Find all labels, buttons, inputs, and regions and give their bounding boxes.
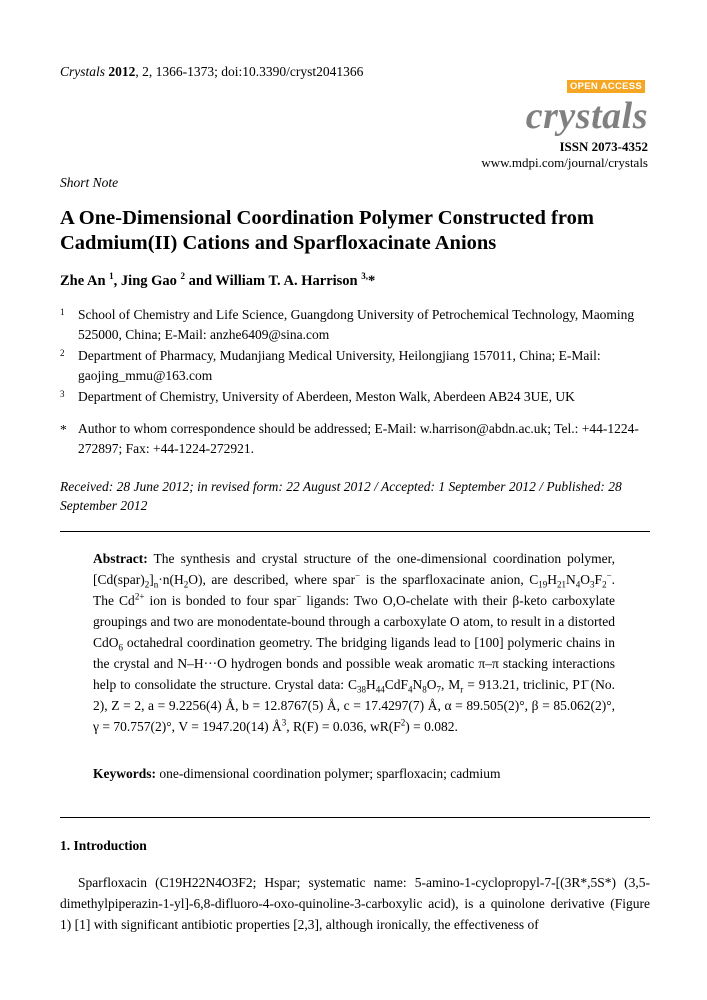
divider <box>60 531 650 532</box>
abstract-text: ligands: Two O,O-chelate with their β-keto carboxylate groupings and two are monodentate-bound through a carboxylate O atom, to result in a distorted CdO <box>93 593 615 650</box>
author-separator: and <box>185 273 216 289</box>
abstract-sup: 3 <box>281 717 287 728</box>
abstract-text: O), are described, where spar <box>188 572 356 587</box>
affiliation-text: Department of Pharmacy, Mudanjiang Medical University, Heilongjiang 157011, China; E-Mail: gaojing_mmu@163.com <box>78 348 601 383</box>
divider <box>60 817 650 818</box>
article-type: Short Note <box>60 175 119 190</box>
affiliation-text: Department of Chemistry, University of Aberdeen, Meston Walk, Aberdeen AB24 3UE, UK <box>78 389 575 404</box>
abstract-text: = 913.21, triclinic, P1̄ (No. 2), Z = 2, a = 9.2256(4) Å, b = 12.8767(5) Å, c = 17.4297(7) Å, α = 89.505(2)°, β = 85.062(2)°, γ = 70.757(2)°, V = 1947.20(14) Å <box>93 677 615 734</box>
journal-url[interactable]: www.mdpi.com/journal/crystals <box>481 155 648 170</box>
abstract-text: ) = 0.082. <box>405 719 458 734</box>
abstract-sup: − <box>355 570 361 581</box>
author-name: William T. A. Harrison <box>215 273 358 289</box>
author-separator: , <box>113 273 121 289</box>
abstract-sup: 2 <box>400 717 406 728</box>
abstract-sub: 2 <box>144 579 150 590</box>
correspondence-note <box>60 419 660 459</box>
abstract-sub: 6 <box>118 642 124 653</box>
affiliation <box>60 346 660 386</box>
keywords-text: one-dimensional coordination polymer; sparfloxacin; cadmium <box>156 766 501 781</box>
intro-paragraph <box>60 872 650 935</box>
citation-year: 2012 <box>108 64 136 79</box>
author-affiliation-ref: 2 <box>180 271 186 282</box>
citation-journal: Crystals <box>60 64 106 79</box>
abstract-text: The synthesis and crystal structure of the one-dimensional coordination polymer, [Cd(spar) <box>93 551 615 587</box>
abstract-text: . The Cd <box>93 572 616 608</box>
keywords-label: Keywords: <box>93 766 156 781</box>
section-heading: 1. Introduction <box>60 838 147 853</box>
correspondence-text: Author to whom correspondence should be addressed; E-Mail: w.harrison@abdn.ac.uk; Tel.: +44-1224-272897; Fax: +44-1224-272921. <box>78 421 639 456</box>
intro-text: Sparfloxacin (C19H22N4O3F2; Hspar; systematic name: 5-amino-1-cyclopropyl-7-[(3R*,5S*) (3,5-dimethylpiperazin-1-yl]-6,8-difluoro-4-oxo-quinoline-3-carboxylic acid), is a quinolone derivative (Figure 1) [1] with significant antibiotic properties [2,3], although ironically, the effectiveness of <box>60 875 650 932</box>
abstract-sup: − <box>296 591 302 602</box>
affiliation-number: 3 <box>60 389 65 399</box>
publication-dates: Received: 28 June 2012; in revised form: 22 August 2012 / Accepted: 1 September 2012 / Published: 28 September 2012 <box>60 479 622 513</box>
journal-logo: crystals <box>525 95 648 137</box>
abstract-sup: 2+ <box>134 591 145 602</box>
affiliation-number: 2 <box>60 348 65 358</box>
abstract-text: octahedral coordination geometry. The bridging ligands lead to [100] polymeric chains in the crystal and N–H···O hydrogen bonds and possible weak aromatic π–π stacking interactions help to consolidate the structure. Crystal data: C <box>93 635 615 692</box>
corresponding-star: * <box>368 273 376 289</box>
affiliation <box>60 305 660 345</box>
author-affiliation-ref: 3, <box>361 271 368 282</box>
abstract-sub: r <box>460 684 464 695</box>
abstract: Abstract: The synthesis and crystal structure of the one-dimensional coordination polymer, $[Cd(spar)_2]_n\cdot n(H_2O)$, are described, where spar− is the sparfloxacinate anion, $C_{19}H_{21}N_4O_3F_2^-$. The $Cd^{2+}$ ion is bonded to four spar− ligands: Two O,O-chelate with their β-keto carboxylate groupings and two are monodentate-bound through a carboxylate O atom, to result in a distorted CdO$_6$ octahedral coordination geometry. The bridging ligands lead to [100] polymeric chains in the crystal and N–H···O hydrogen bonds and possible weak aromatic π–π stacking interactions help to consolidate the structure. Crystal data: $C_{38}H_{44}CdF_4N_8O_7$, $M_r = 913.21$, triclinic, P1̄ (No. 2), Z = 2, a = 9.2256(4) Å, b = 12.8767(5) Å, c = 17.4297(7) Å, α = 89.505(2)°, β = 85.062(2)°, γ = 70.757(2)°, V = 1947.20(14) $Å^3$, R(F) = 0.036, $wR(F^2) = 0.082$. <box>93 551 616 734</box>
abstract-label: Abstract: <box>93 551 148 566</box>
abstract-text: ion is bonded to four spar <box>144 593 297 608</box>
abstract-sup: − <box>606 570 612 581</box>
abstract-sub: 2 <box>183 579 189 590</box>
affiliation-number: 1 <box>60 307 65 317</box>
abstract-text: , M <box>441 677 461 692</box>
keywords <box>93 766 615 782</box>
citation-line <box>60 64 363 80</box>
author-list <box>60 273 375 290</box>
article-title: A One-Dimensional Coordination Polymer Constructed from Cadmium(II) Cations and Sparfloxacinate Anions <box>60 207 594 254</box>
abstract-text: , R(F) = 0.036, wR(F <box>286 719 401 734</box>
affiliation-text: School of Chemistry and Life Science, Guangdong University of Petrochemical Technology, Maoming 525000, China; E-Mail: anzhe6409@sina.com <box>78 307 635 342</box>
author-name: Jing Gao <box>120 273 177 289</box>
abstract-text: is the sparfloxacinate anion, C <box>360 572 539 587</box>
affiliation <box>60 387 660 407</box>
open-access-badge: OPEN ACCESS <box>567 80 645 93</box>
abstract-text: ·n(H <box>158 572 184 587</box>
author-name: Zhe An <box>60 273 106 289</box>
author-affiliation-ref: 1 <box>109 271 114 282</box>
citation-rest: , 2, 1366-1373; doi:10.3390/cryst2041366 <box>135 64 364 79</box>
correspondence-star: * <box>60 422 67 437</box>
issn: ISSN 2073-4352 <box>559 139 648 154</box>
abstract-sub: n <box>153 579 159 590</box>
